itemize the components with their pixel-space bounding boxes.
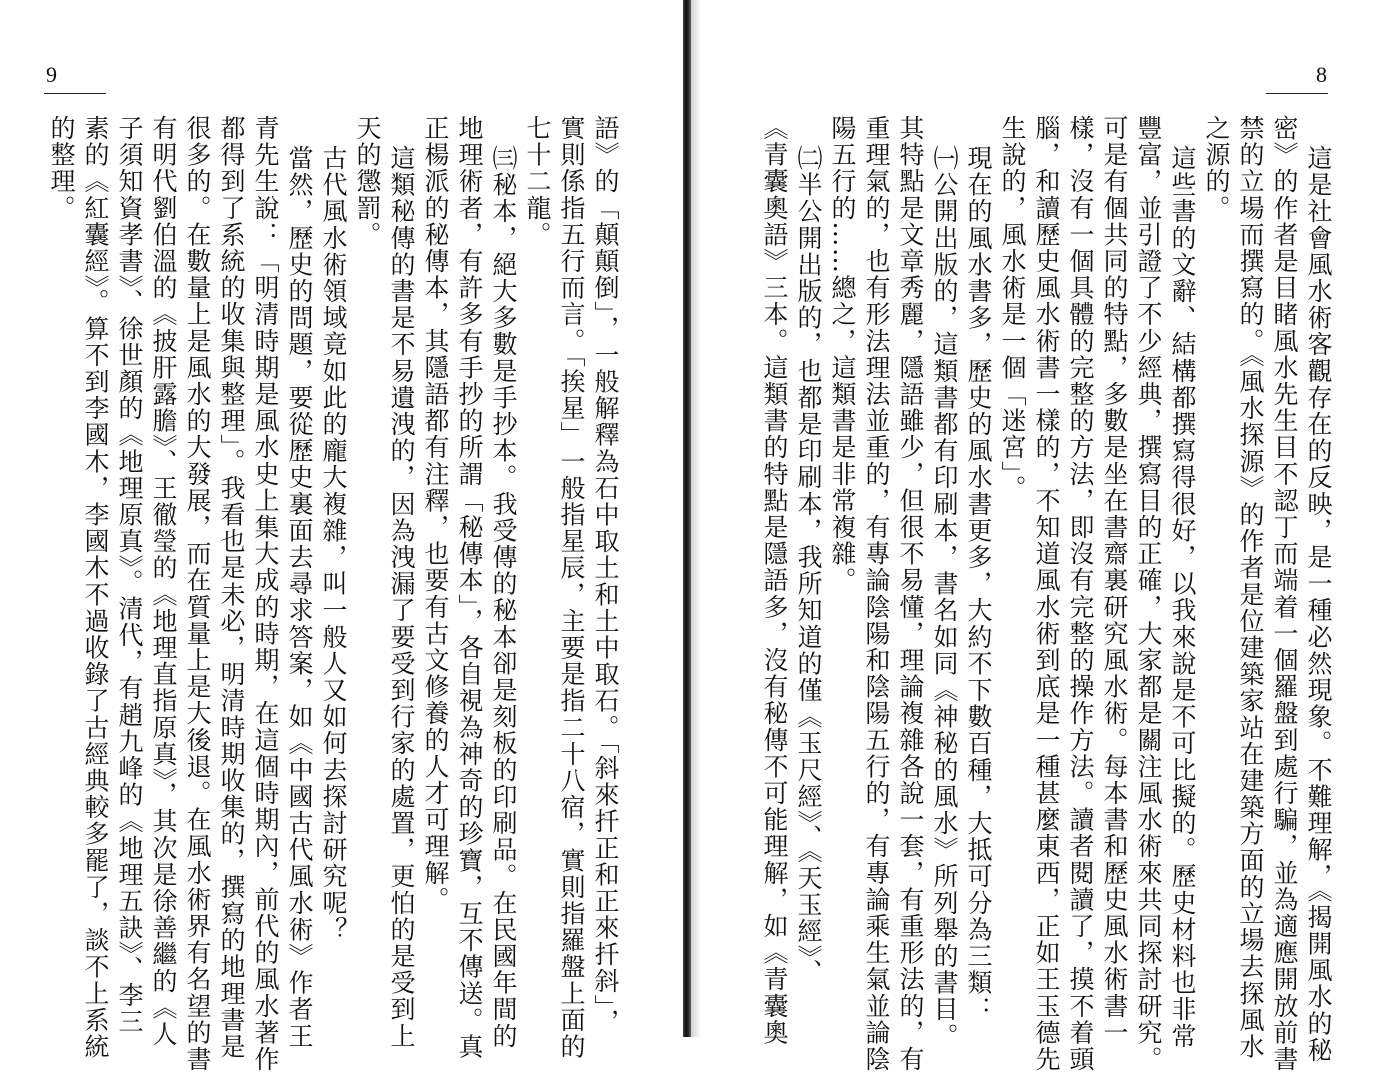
text-column: 古代風水術領域竟如此的龐大複雜，叫一般人又如何去探討研究呢？ (319, 145, 348, 943)
text-column: 腦，和讀歷史風水術書一樣的，不知道風水術到底是一種甚麼東西，正如王玉德先 (1032, 115, 1061, 1073)
text-column: 樣，沒有一個具體的完整的方法，即沒有完整的操作方法。讀者閱讀了，摸不着頭 (1066, 115, 1095, 1073)
text-column: 青先生說：「明清時期是風水史上集大成的時期，在這個時期內，前代的風水著作 (251, 115, 280, 1073)
right-page (691, 0, 1379, 1073)
text-column: 陽五行的……總之，這類書是非常複雜。 (828, 115, 857, 594)
text-column: 正楊派的秘傳本，其隱語都有注釋，也要有古文修養的人才可理解。 (421, 115, 450, 913)
text-column: 都得到了系統的收集與整理」。我看也是未必，明清時期收集的，撰寫的地理書是 (217, 115, 246, 1061)
text-column: 這類秘傳的書是不易遺洩的，因為洩漏了要受到行家的處置，更怕的是受到上 (387, 145, 416, 1050)
text-column: 很多的。在數量上是風水的大發展，而在質量上是大後退。在風水術界有名望的書 (183, 115, 212, 1073)
text-column: 這些書的文辭、結構都撰寫得很好，以我來說是不可比擬的。歷史材料也非常 (1168, 145, 1197, 1050)
text-column: 有明代劉伯溫的《披肝露膽》、王徹瑩的《地理直指原真》，其次是徐善繼的《人 (149, 115, 178, 1048)
text-column: 素的《紅囊經》。算不到李國木，李國木不過收錄了古經典較多罷了，談不上系統 (81, 115, 110, 1061)
text-column: 密》的作者是目睹風水先生目不認丁而端着一個羅盤到處行騙，並為適應開放前書 (1270, 115, 1299, 1073)
text-column: 實則係指五行而言。「挨星」一般指星辰，主要是指二十八宿，實則指羅盤上面的 (557, 115, 586, 1061)
text-column: 禁的立場而撰寫的。《風水探源》的作者是位建築家站在建築方面的立場去探風水 (1236, 115, 1265, 1061)
text-column: 《青囊奧語》三本。這類書的特點是隱語多，沒有秘傳不可能理解，如《青囊奧 (760, 115, 789, 1046)
text-column: ㈠公開出版的，這類書都有印刷本，書名如同《神秘的風水》所列舉的書目。 (930, 145, 959, 1050)
text-column: 之源的。 (1202, 115, 1231, 222)
page-number-rule-right (1266, 93, 1328, 94)
text-column: ㈡半公開出版的，也都是印刷本，我所知道的僅《玉尺經》、《天玉經》、 (794, 145, 823, 986)
text-column: 豐富，並引證了不少經典，撰寫目的正確，大家都是關注風水術來共同探討研究。 (1134, 115, 1163, 1073)
text-column: 生說的，風水術是一個「迷宮」。 (998, 115, 1027, 502)
text-column: 其特點是文章秀麗，隱語雖少，但很不易懂，理論複雜各說一套，有重形法的，有 (896, 115, 925, 1073)
text-column: 現在的風水書多，歷史的風水書更多，大約不下數百種，大抵可分為三類： (964, 145, 993, 1023)
text-column: 地理術者，有許多有手抄的所謂「秘傳本」，各自視為神奇的珍寶，互不傳送。真 (455, 115, 484, 1061)
text-column: 重理氣的，也有形法理法並重的，有專論陰陽和陰陽五行的，有專論乘生氣並論陰 (862, 115, 891, 1073)
text-column: 的整理。 (47, 115, 76, 222)
page-number-right: 8 (1316, 62, 1327, 87)
text-column: ㈢秘本，絕大多數是手抄本。我受傳的秘本卻是刻板的印刷品。在民國年間的 (489, 145, 518, 1050)
text-column: 這是社會風水術客觀存在的反映，是一種必然現象。不難理解，《揭開風水的秘 (1304, 145, 1333, 1064)
text-column: 可是有個共同的特點，多數是坐在書齋裏研究風水術。每本書和歷史風水術書一 (1100, 115, 1129, 1046)
page-number-left: 9 (46, 62, 57, 87)
text-column: 當然，歷史的問題，要從歷史裏面去尋求答案，如《中國古代風水術》作者王 (285, 145, 314, 1050)
left-page (0, 0, 683, 1073)
text-column: 語》的「顛顛倒」，一般解釋為石中取土和土中取石。「斜來扦正和正來扦斜」， (591, 115, 620, 1036)
text-column: 七十二龍。 (523, 115, 552, 248)
page-number-rule-left (44, 93, 106, 94)
book-spine (683, 0, 691, 1037)
text-column: 天的懲罰。 (353, 115, 382, 248)
text-column: 子須知資孝書》、徐世顏的《地理原真》。清代，有趙九峰的《地理五訣》、李三 (115, 115, 144, 1036)
